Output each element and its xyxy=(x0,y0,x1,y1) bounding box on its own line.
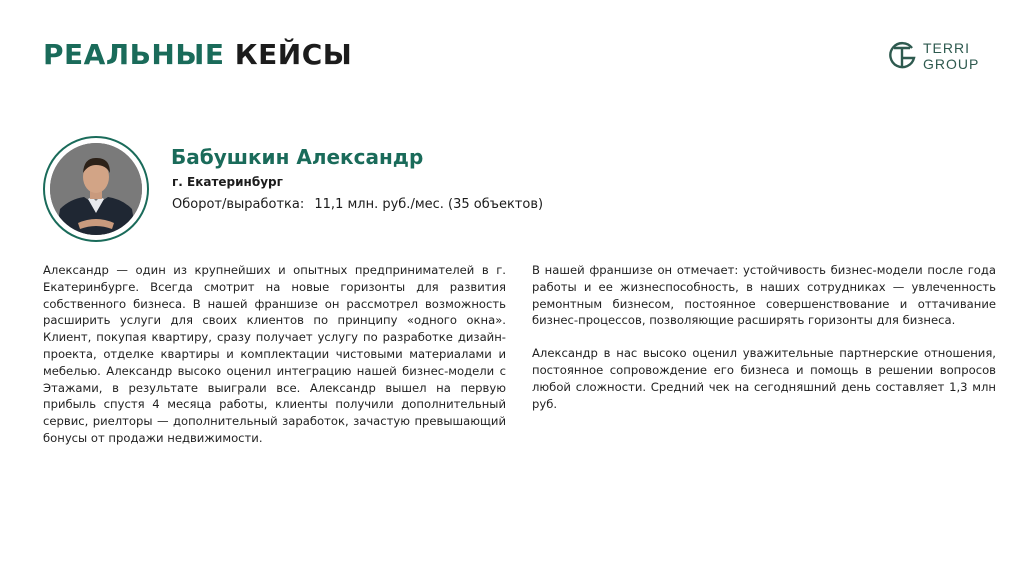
person-city: г. Екатеринбург xyxy=(172,175,283,189)
company-logo xyxy=(886,40,986,72)
left-paragraph: Александр — один из крупнейших и опытных предпринимателей в г. Екатеринбурге. Всегда смотрит на новые горизонты для развития собственного бизнеса. В нашей франшизе он рассмотрел возможность расширить услуги для своих клиентов по принципу «одного окна». Клиент, покупая квартиру, сразу получает услугу по разработке дизайн-проекта, отделке квартиры и комплектации чистовыми материалами и мебелью. Александр высоко оценил интеграцию нашей бизнес-модели с Этажами, в результате выиграли все. Александр вышел на первую прибыль спустя 4 месяца работы, клиенты получили дополнительный сервис, риелторы — дополнительный заработок, зачастую превышающий бонусы от продажи недвижимости. xyxy=(43,263,506,445)
logo-mark-icon xyxy=(886,40,918,72)
right-paragraph-1: В нашей франшизе он отмечает: устойчивость бизнес-модели после года работы и ее жизнеспособность, в наших сотрудниках — увлеченность ремонтным бизнесом, постоянное совершенствование и оттачивание бизнес-процессов, позволяющие расширять горизонты для бизнеса. xyxy=(532,263,996,328)
avatar-photo xyxy=(50,143,142,235)
page-title xyxy=(43,38,352,71)
logo-text-terri: TERRI xyxy=(923,40,970,56)
turnover-line xyxy=(172,197,549,212)
turnover-value: 11,1 млн. руб./мес. (35 объектов) xyxy=(314,197,544,212)
logo-text-group: GROUP xyxy=(923,56,980,72)
title-accent: РЕАЛЬНЫЕ xyxy=(43,38,225,71)
avatar xyxy=(43,136,149,242)
right-column xyxy=(532,262,996,428)
turnover-label: Оборот/выработка: xyxy=(172,197,305,212)
title-rest: КЕЙСЫ xyxy=(234,38,353,71)
left-column xyxy=(43,262,506,463)
right-paragraph-2: Александр в нас высоко оценил уважительные партнерские отношения, постоянное сопровождение его бизнеса и помощь в решении вопросов любой сложности. Средний чек на сегодняшний день составляет 1,3 млн руб. xyxy=(532,346,996,411)
person-name: Бабушкин Александр xyxy=(171,145,424,169)
